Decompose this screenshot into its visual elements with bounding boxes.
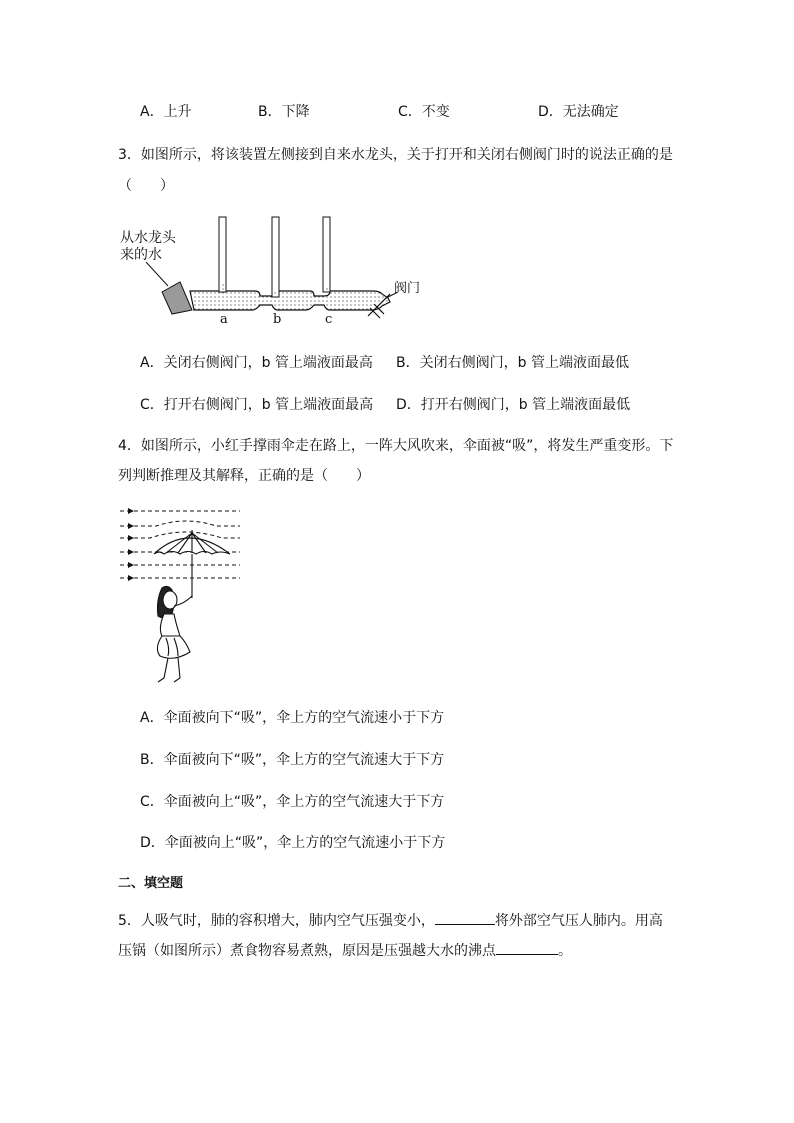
q5-blank-1[interactable] bbox=[435, 910, 495, 925]
q5-line1-part1: 5．人吸气时，肺的容积增大，肺内空气压强变小， bbox=[118, 913, 435, 929]
q5-line2-part2: 。 bbox=[558, 943, 572, 959]
q3-tube-b bbox=[272, 217, 279, 297]
q3-stem-line1: 3．如图所示，将该装置左侧接到自来水龙头，关于打开和关闭右侧阀门时的说法正确的是 bbox=[118, 147, 673, 163]
section-title-fill-in: 二、填空题 bbox=[118, 876, 184, 891]
q3-tube-a bbox=[219, 217, 226, 292]
girl-figure bbox=[157, 586, 192, 682]
q4-option-b: B．伞面被向下“吸”，伞上方的空气流速大于下方 bbox=[140, 752, 445, 768]
q4-figure bbox=[116, 502, 246, 688]
q3-option-d: D．打开右侧阀门，b 管上端液面最低 bbox=[396, 397, 631, 413]
q3-stem-line2: （ ） bbox=[118, 178, 174, 194]
q2-option-b: B．下降 bbox=[258, 104, 310, 120]
q3-option-a: A．关闭右侧阀门，b 管上端液面最高 bbox=[140, 355, 373, 371]
q3-valve-label: 阀门 bbox=[394, 281, 421, 296]
q3-option-c: C．打开右侧阀门，b 管上端液面最高 bbox=[140, 397, 374, 413]
q5-blank-2[interactable] bbox=[496, 940, 558, 955]
q3-source-pointer bbox=[146, 262, 168, 286]
q4-stem-line2: 列判断推理及其解释，正确的是（ ） bbox=[118, 468, 370, 484]
wind-arrows bbox=[128, 508, 134, 581]
q4-option-d: D．伞面被向上“吸”，伞上方的空气流速小于下方 bbox=[140, 835, 446, 851]
q5-line1 bbox=[118, 910, 663, 931]
q3-source-label-1: 从水龙头 bbox=[120, 230, 176, 246]
q3-horizontal-pipe bbox=[190, 291, 390, 310]
q2-option-c: C．不变 bbox=[398, 104, 450, 120]
q5-line1-part2: 将外部空气压人肺内。用高 bbox=[494, 913, 663, 929]
q3-option-b: B．关闭右侧阀门，b 管上端液面最低 bbox=[396, 355, 629, 371]
q3-tube-label-c: c bbox=[325, 312, 333, 327]
q3-tube-c bbox=[323, 217, 330, 292]
q3-tube-label-a: a bbox=[220, 312, 228, 327]
q4-option-c: C．伞面被向上“吸”，伞上方的空气流速大于下方 bbox=[140, 794, 445, 810]
q2-option-d: D．无法确定 bbox=[538, 104, 619, 120]
q4-option-a: A．伞面被向下“吸”，伞上方的空气流速小于下方 bbox=[140, 710, 445, 726]
q4-stem-line1: 4．如图所示，小红手撑雨伞走在路上，一阵大风吹来，伞面被“吸”，将发生严重变形。下 bbox=[118, 438, 674, 454]
q3-source-label-2: 来的水 bbox=[120, 247, 162, 263]
q5-line2 bbox=[118, 940, 572, 961]
q3-tube-label-b: b bbox=[273, 312, 282, 327]
q3-figure bbox=[110, 212, 430, 330]
q2-option-a: A．上升 bbox=[140, 104, 192, 120]
q5-line2-part1: 压锅（如图所示）煮食物容易煮熟，原因是压强越大水的沸点 bbox=[118, 943, 496, 959]
q3-inlet-pipe bbox=[162, 282, 192, 314]
